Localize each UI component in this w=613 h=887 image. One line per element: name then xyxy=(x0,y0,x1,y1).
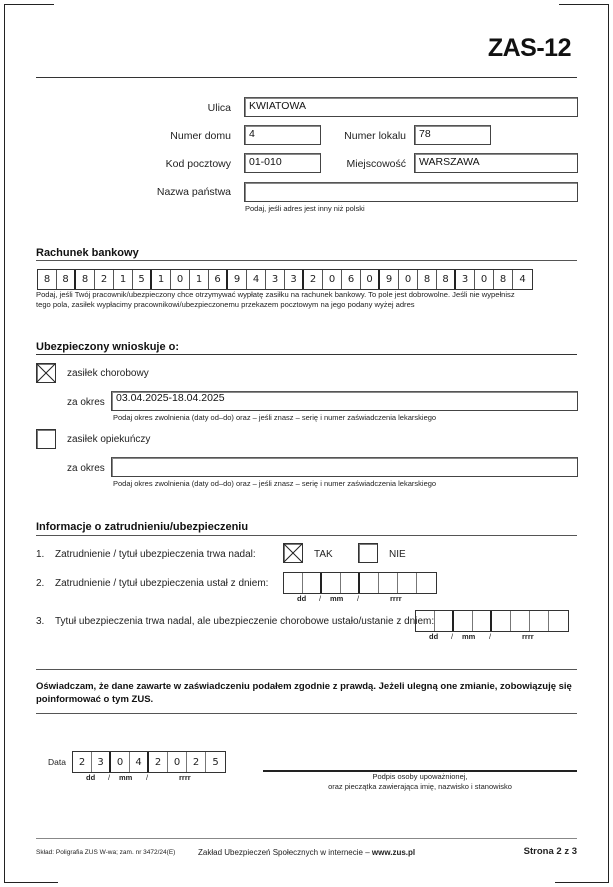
bank-digit[interactable]: 1 xyxy=(114,270,133,289)
q3-text: Tytuł ubezpieczenia trwa nadal, ale ubezpieczenie chorobowe ustało/ustanie z dniem: xyxy=(55,616,435,627)
postal-code-label: Kod pocztowy xyxy=(165,158,231,170)
frame-top-right-h xyxy=(559,4,609,5)
check-x-icon xyxy=(37,364,55,382)
bank-digit[interactable]: 8 xyxy=(76,270,95,289)
bank-digit[interactable]: 3 xyxy=(456,270,475,289)
q2-format-sep2: / xyxy=(357,594,360,603)
signature-date-cell[interactable]: 2 xyxy=(187,752,206,772)
signature-format-yyyy: rrrr xyxy=(179,773,191,782)
bank-digit[interactable]: 8 xyxy=(494,270,513,289)
q3-format-dd: dd xyxy=(429,632,439,641)
bank-digit[interactable]: 3 xyxy=(266,270,285,289)
page-number: Strona 2 z 3 xyxy=(523,846,577,857)
bank-hint-line1: Podaj, jeśli Twój pracownik/ubezpieczony chce otrzymywać wypłatę zasiłku na rachunek bankowy. To pole jest dobrowolne. Jeśli nie wypełnisz xyxy=(36,290,515,299)
q2-number: 2. xyxy=(36,578,45,589)
bank-digit[interactable]: 6 xyxy=(209,270,228,289)
street-label: Ulica xyxy=(207,102,231,114)
q3-date-cell[interactable] xyxy=(492,611,511,631)
signature-date-cell[interactable]: 2 xyxy=(73,752,92,772)
q3-format-yyyy: rrrr xyxy=(522,632,534,641)
city-field[interactable]: WARSZAWA xyxy=(414,153,578,173)
website-link[interactable]: www.zus.pl xyxy=(371,848,416,857)
q3-date-cell[interactable] xyxy=(511,611,530,631)
footer-internet xyxy=(198,848,415,857)
q2-date-cell[interactable] xyxy=(322,573,341,593)
q2-date-cell[interactable] xyxy=(341,573,360,593)
declaration-text: Oświadczam, że dane zawarte w zaświadczeniu podałem zgodnie z prawdą. Jeżeli ulegną one zmianie, zobowiązuję się poinformować o tym ZUS. xyxy=(36,681,572,705)
bank-account-digits[interactable] xyxy=(37,269,533,290)
bank-digit[interactable]: 2 xyxy=(95,270,114,289)
frame-bottom-left-h xyxy=(4,882,58,883)
employment-divider xyxy=(36,535,577,536)
care-period-label: za okres xyxy=(67,463,105,474)
signature-format-dd: dd xyxy=(86,773,96,782)
house-number-label: Numer domu xyxy=(170,130,231,142)
bank-digit[interactable]: 6 xyxy=(342,270,361,289)
bank-digit[interactable]: 0 xyxy=(361,270,380,289)
bank-divider xyxy=(36,260,577,261)
q1-no-checkbox[interactable] xyxy=(358,543,378,563)
signature-format-sep1: / xyxy=(108,773,111,782)
q3-date-input[interactable] xyxy=(415,610,569,632)
q2-date-cell[interactable] xyxy=(284,573,303,593)
q2-date-cell[interactable] xyxy=(398,573,417,593)
signature-date-cell[interactable]: 2 xyxy=(149,752,168,772)
care-period-hint: Podaj okres zwolnienia (daty od–do) oraz – jeśli znasz – serię i numer zaświadczenia lekarskiego xyxy=(113,479,437,488)
q2-date-cell[interactable] xyxy=(303,573,322,593)
q3-format-mm: mm xyxy=(462,632,476,641)
signature-format-sep2: / xyxy=(146,773,149,782)
bank-digit[interactable]: 1 xyxy=(190,270,209,289)
street-field[interactable]: KWIATOWA xyxy=(244,97,578,117)
q3-date-cell[interactable] xyxy=(473,611,492,631)
request-section-title: Ubezpieczony wnioskuje o: xyxy=(36,341,180,353)
signature-date-cell[interactable]: 0 xyxy=(168,752,187,772)
declaration-bottom-divider xyxy=(36,713,577,714)
q3-number: 3. xyxy=(36,616,45,627)
q2-text: Zatrudnienie / tytuł ubezpieczenia ustał z dniem: xyxy=(55,578,269,589)
q3-date-cell[interactable] xyxy=(530,611,549,631)
check-x-icon xyxy=(284,544,302,562)
bank-digit[interactable]: 9 xyxy=(228,270,247,289)
sickness-period-hint: Podaj okres zwolnienia (daty od–do) oraz – jeśli znasz – serię i numer zaświadczenia lekarskiego xyxy=(113,413,437,422)
house-number-field[interactable]: 4 xyxy=(244,125,321,145)
q3-format-sep2: / xyxy=(489,632,492,641)
sickness-period-label: za okres xyxy=(67,397,105,408)
signature-caption-line2: oraz pieczątka zawierająca imię, nazwisko i stanowisko xyxy=(328,782,512,791)
country-label: Nazwa państwa xyxy=(156,186,231,198)
bank-digit[interactable]: 0 xyxy=(475,270,494,289)
date-label: Data xyxy=(48,757,66,767)
bank-digit[interactable]: 8 xyxy=(38,270,57,289)
header-divider xyxy=(36,77,577,78)
bank-digit[interactable]: 9 xyxy=(380,270,399,289)
country-field[interactable] xyxy=(244,182,578,202)
signature-caption-line1: Podpis osoby upoważnionej, xyxy=(372,772,468,781)
frame-top-left-h xyxy=(4,4,54,5)
q3-format-sep1: / xyxy=(451,632,454,641)
employment-section-title: Informacje o zatrudnieniu/ubezpieczeniu xyxy=(36,521,249,533)
bank-digit[interactable]: 1 xyxy=(152,270,171,289)
bank-digit[interactable]: 8 xyxy=(57,270,76,289)
footer-divider xyxy=(36,838,577,839)
bank-digit[interactable]: 0 xyxy=(171,270,190,289)
signature-date-cell[interactable]: 0 xyxy=(111,752,130,772)
bank-digit[interactable]: 4 xyxy=(519,274,526,285)
q2-date-cell[interactable] xyxy=(360,573,379,593)
print-info: Skład: Poligrafia ZUS W-wa; zam. nr 3472/24(E) xyxy=(36,849,176,856)
q2-date-cell[interactable] xyxy=(417,573,436,593)
country-hint: Podaj, jeśli adres jest inny niż polski xyxy=(245,204,365,213)
bank-digit[interactable]: 3 xyxy=(285,270,304,289)
internet-text: Zakład Ubezpieczeń Społecznych w internecie – xyxy=(198,848,372,857)
q2-format-mm: mm xyxy=(330,594,344,603)
bank-hint-line2: tego pola, zasiłek wypłacimy pracownikowi/ubezpieczonemu przekazem pocztowym na jego podany wyżej adres xyxy=(36,300,415,309)
q3-date-cell[interactable] xyxy=(549,611,568,631)
sickness-benefit-label: zasiłek chorobowy xyxy=(67,368,149,379)
q2-format-dd: dd xyxy=(297,594,307,603)
apartment-number-field[interactable]: 78 xyxy=(414,125,491,145)
bank-digit[interactable]: 2 xyxy=(304,270,323,289)
bank-section-title: Rachunek bankowy xyxy=(36,247,139,259)
signature-date-input[interactable] xyxy=(72,751,226,773)
q1-text: Zatrudnienie / tytuł ubezpieczenia trwa nadal: xyxy=(55,549,256,560)
bank-digit[interactable]: 8 xyxy=(437,270,456,289)
q2-date-input[interactable] xyxy=(283,572,437,594)
city-label: Miejscowość xyxy=(346,158,406,170)
sickness-benefit-checkbox[interactable] xyxy=(36,363,56,383)
bank-digit[interactable]: 4 xyxy=(247,270,266,289)
signature-date-cell[interactable]: 3 xyxy=(92,752,111,772)
sickness-period-field[interactable]: 03.04.2025-18.04.2025 xyxy=(111,391,578,411)
frame-bottom-right-h xyxy=(555,882,609,883)
form-code-title: ZAS-12 xyxy=(487,34,571,62)
signature-date-cell[interactable]: 5 xyxy=(212,756,219,768)
q2-date-cell[interactable] xyxy=(379,573,398,593)
bank-digit[interactable]: 0 xyxy=(323,270,342,289)
apartment-number-label: Numer lokalu xyxy=(344,130,406,142)
bank-digit[interactable]: 0 xyxy=(399,270,418,289)
signature-date-cell[interactable]: 4 xyxy=(130,752,149,772)
q1-yes-checkbox[interactable] xyxy=(283,543,303,563)
q2-format-yyyy: rrrr xyxy=(390,594,402,603)
bank-digit[interactable]: 5 xyxy=(133,270,152,289)
request-divider xyxy=(36,354,577,355)
bank-digit[interactable]: 8 xyxy=(418,270,437,289)
postal-code-field[interactable]: 01-010 xyxy=(244,153,321,173)
q1-number: 1. xyxy=(36,549,45,560)
q3-date-cell[interactable] xyxy=(435,611,454,631)
frame-top-left-v xyxy=(4,4,5,883)
q2-format-sep1: / xyxy=(319,594,322,603)
q3-date-cell[interactable] xyxy=(416,611,435,631)
frame-top-right-v xyxy=(608,4,609,883)
care-benefit-label: zasiłek opiekuńczy xyxy=(67,434,151,445)
q1-yes-label: TAK xyxy=(314,549,333,560)
declaration-top-divider xyxy=(36,669,577,670)
q1-no-label: NIE xyxy=(389,549,406,560)
care-benefit-checkbox[interactable] xyxy=(36,429,56,449)
q3-date-cell[interactable] xyxy=(454,611,473,631)
signature-format-mm: mm xyxy=(119,773,133,782)
care-period-field[interactable] xyxy=(111,457,578,477)
